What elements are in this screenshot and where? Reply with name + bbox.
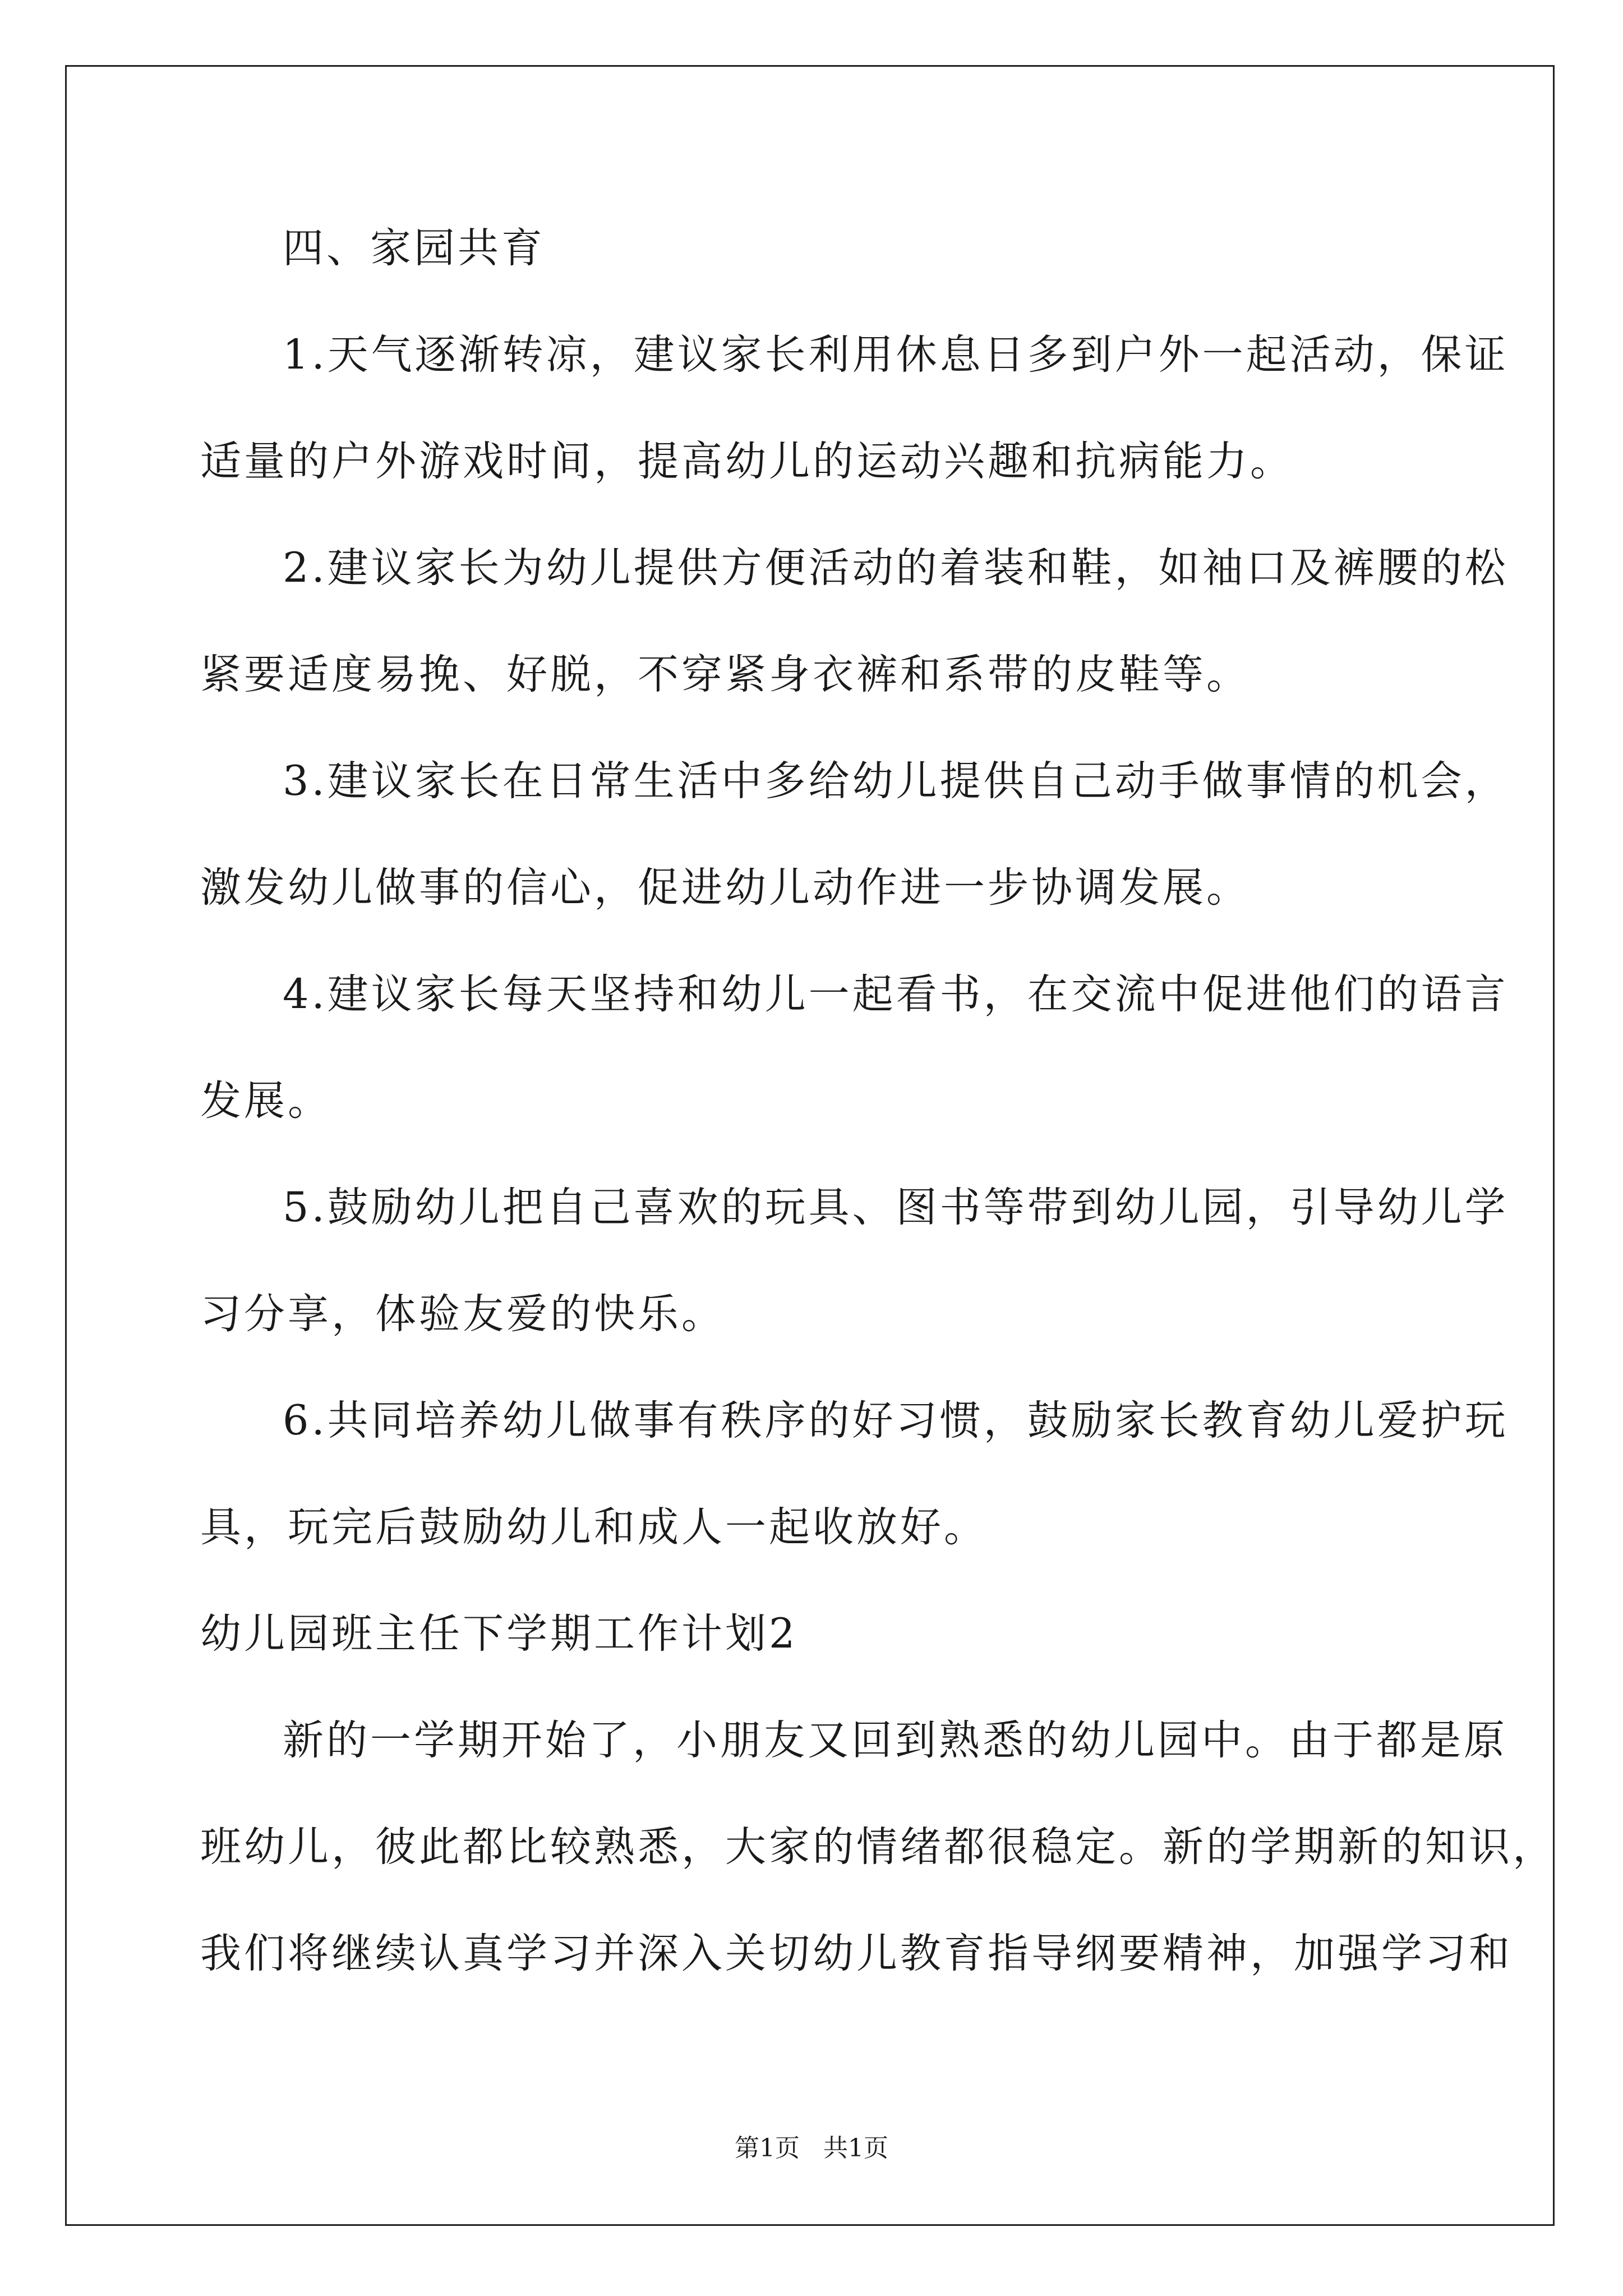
paragraph-line: 我们将继续认真学习并深入关切幼儿教育指导纲要精神，加强学习和	[200, 1930, 1513, 1977]
paragraph-line: 新的一学期开始了，小朋友又回到熟悉的幼儿园中。由于都是原	[283, 1717, 1507, 1764]
document-title: 幼儿园班主任下学期工作计划2	[200, 1610, 798, 1658]
paragraph-line: 班幼儿，彼此都比较熟悉，大家的情绪都很稳定。新的学期新的知识，	[200, 1823, 1556, 1871]
paragraph-line: 发展。	[200, 1077, 331, 1125]
paragraph-line: 2.建议家长为幼儿提供方便活动的着装和鞋，如袖口及裤腰的松	[283, 544, 1509, 592]
paragraph-line: 激发幼儿做事的信心，促进幼儿动作进一步协调发展。	[200, 864, 1250, 912]
page-number: 第1页	[735, 2134, 800, 2162]
page-border	[65, 65, 1555, 2226]
paragraph-line: 4.建议家长每天坚持和幼儿一起看书，在交流中促进他们的语言	[283, 970, 1509, 1018]
paragraph-line: 3.建议家长在日常生活中多给幼儿提供自己动手做事情的机会，	[283, 757, 1509, 805]
paragraph-line: 具，玩完后鼓励幼儿和成人一起收放好。	[200, 1503, 988, 1551]
paragraph-line: 适量的户外游戏时间，提高幼儿的运动兴趣和抗病能力。	[200, 438, 1294, 485]
paragraph-line: 5.鼓励幼儿把自己喜欢的玩具、图书等带到幼儿园，引导幼儿学	[283, 1184, 1509, 1231]
paragraph-line: 习分享，体验友爱的快乐。	[200, 1290, 725, 1338]
paragraph-line: 6.共同培养幼儿做事有秩序的好习惯，鼓励家长教育幼儿爱护玩	[283, 1397, 1509, 1444]
page-total: 共1页	[823, 2134, 888, 2162]
paragraph-line: 紧要适度易挽、好脱，不穿紧身衣裤和系带的皮鞋等。	[200, 651, 1250, 698]
page-footer	[0, 2132, 1623, 2165]
paragraph-line: 1.天气逐渐转凉，建议家长利用休息日多到户外一起活动，保证	[283, 331, 1509, 379]
section-heading: 四、家园共育	[283, 224, 545, 272]
